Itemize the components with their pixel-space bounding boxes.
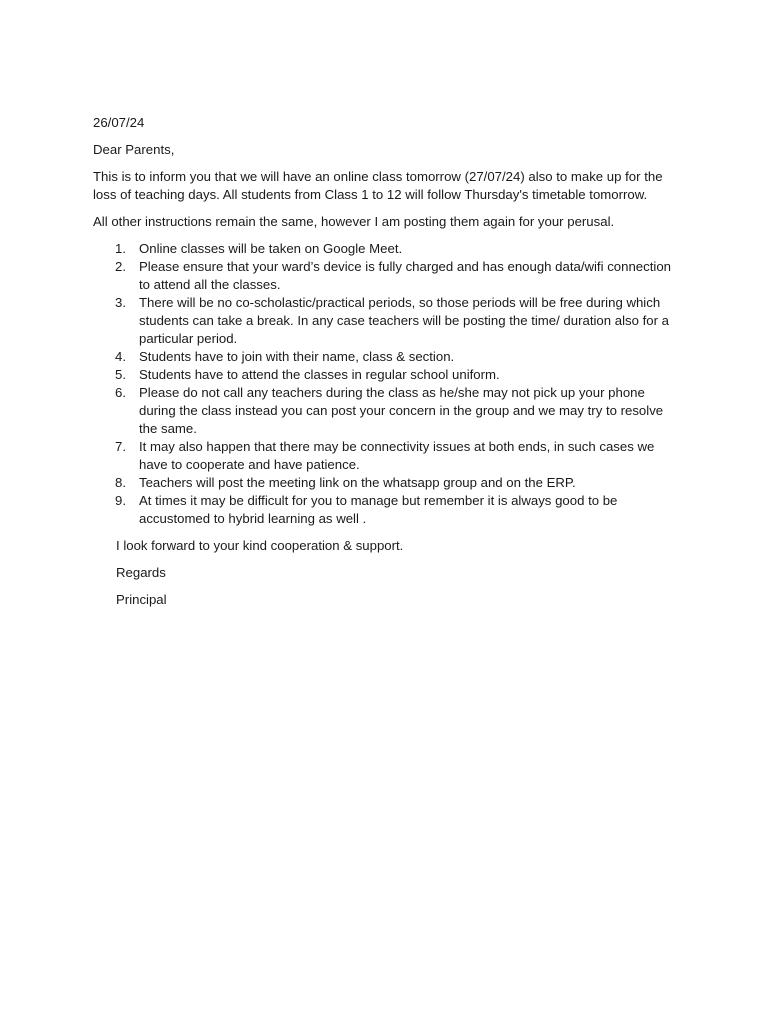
list-item-text: There will be no co-scholastic/practical periods, so those periods will be free during which students can take a break. In any case teachers will be posting the time/ duration also for a particular period. bbox=[139, 295, 669, 346]
list-item bbox=[93, 492, 683, 528]
instructions-list bbox=[93, 240, 683, 528]
list-item-text: Students have to join with their name, class & section. bbox=[139, 349, 455, 364]
list-item-number: 6. bbox=[115, 385, 126, 400]
list-item bbox=[93, 240, 683, 258]
list-item-number: 4. bbox=[115, 349, 126, 364]
intro-paragraph: This is to inform you that we will have an online class tomorrow (27/07/24) also to make up for the loss of teaching days. All students from Class 1 to 12 will follow Thursday's timetable tomorrow. bbox=[93, 169, 663, 202]
instructions-intro-paragraph: All other instructions remain the same, however I am posting them again for your perusal. bbox=[93, 214, 615, 229]
list-item-number: 8. bbox=[115, 475, 126, 490]
list-item-text: At times it may be difficult for you to manage but remember it is always good to be accustomed to hybrid learning as well . bbox=[139, 493, 618, 526]
list-item-text: Teachers will post the meeting link on the whatsapp group and on the ERP. bbox=[139, 475, 576, 490]
list-item-text: Please do not call any teachers during the class as he/she may not pick up your phone during the class instead you can post your concern in the group and we may try to resolve the same. bbox=[139, 385, 664, 436]
closing-line: I look forward to your kind cooperation & support. bbox=[116, 538, 404, 553]
letter-date: 26/07/24 bbox=[93, 115, 145, 130]
list-item bbox=[93, 474, 683, 492]
list-item-text: It may also happen that there may be connectivity issues at both ends, in such cases we have to cooperate and have patience. bbox=[139, 439, 655, 472]
list-item bbox=[93, 384, 683, 438]
list-item bbox=[93, 348, 683, 366]
list-item bbox=[93, 438, 683, 474]
list-item bbox=[93, 366, 683, 384]
list-item-number: 7. bbox=[115, 439, 126, 454]
list-item-text: Online classes will be taken on Google Meet. bbox=[139, 241, 403, 256]
list-item-number: 9. bbox=[115, 493, 126, 508]
signature: Principal bbox=[116, 592, 167, 607]
list-item-number: 3. bbox=[115, 295, 126, 310]
list-item-text: Students have to attend the classes in regular school uniform. bbox=[139, 367, 500, 382]
list-item-number: 2. bbox=[115, 259, 126, 274]
list-item-text: Please ensure that your ward’s device is fully charged and has enough data/wifi connection to attend all the classes. bbox=[139, 259, 671, 292]
list-item-number: 1. bbox=[115, 241, 126, 256]
list-item bbox=[93, 294, 683, 348]
letter-page bbox=[93, 114, 683, 618]
list-item-number: 5. bbox=[115, 367, 126, 382]
salutation: Dear Parents, bbox=[93, 142, 175, 157]
regards: Regards bbox=[116, 565, 166, 580]
list-item bbox=[93, 258, 683, 294]
